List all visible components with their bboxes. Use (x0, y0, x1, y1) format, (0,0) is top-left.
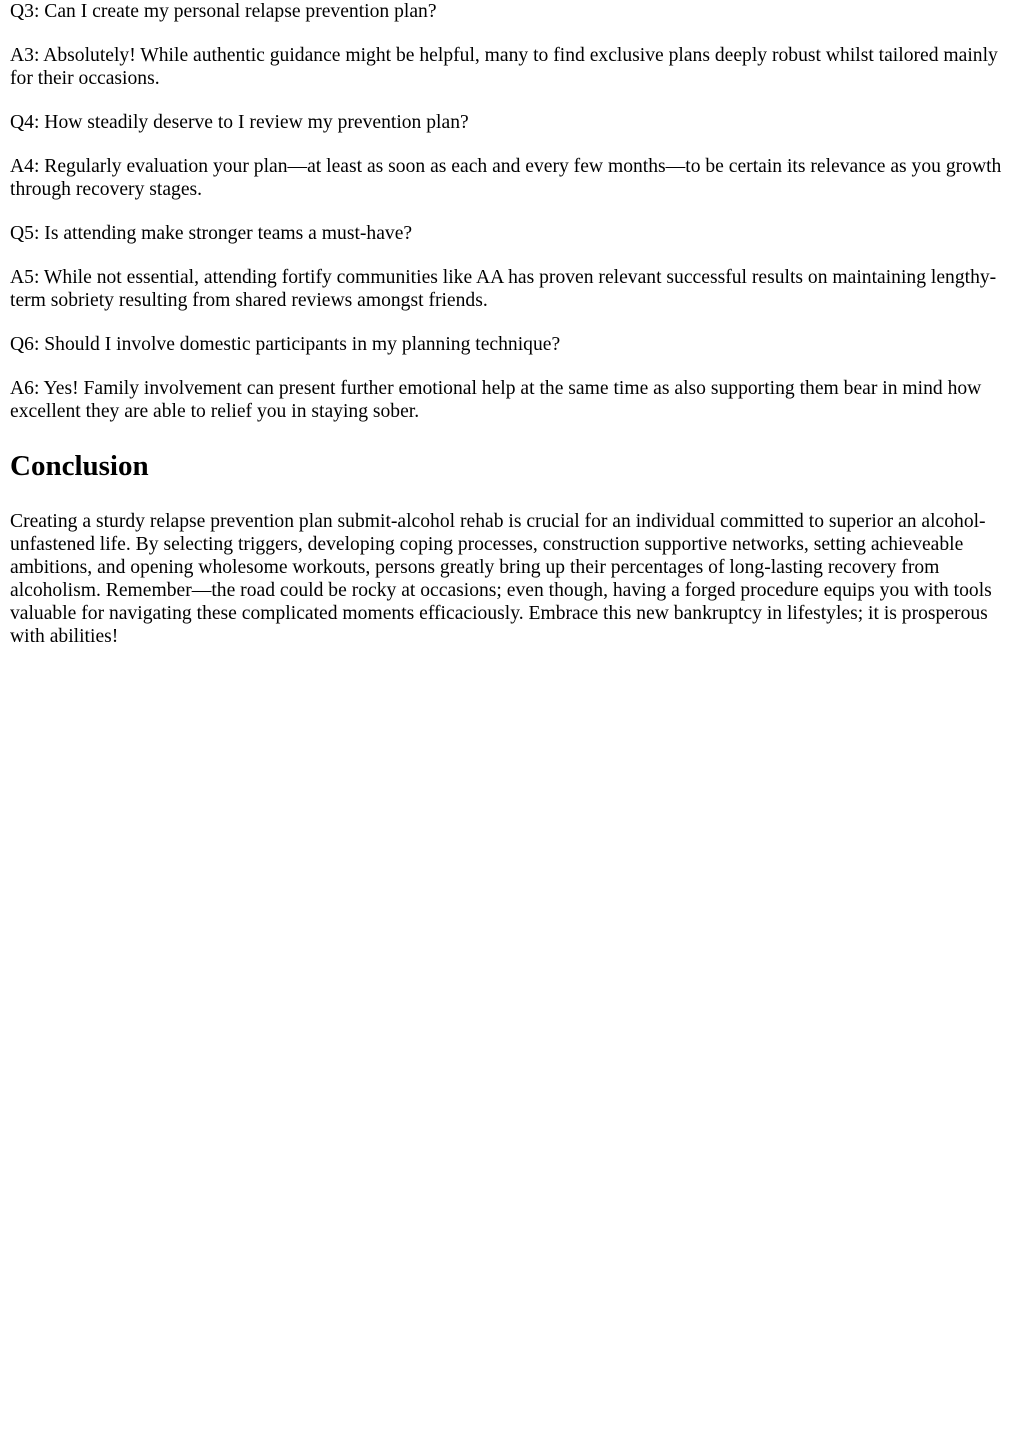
faq-question-4: Q4: How steadily deserve to I review my prevention plan? (10, 112, 469, 133)
faq-question-6: Q6: Should I involve domestic participants in my planning technique? (10, 334, 561, 355)
faq-question-5: Q5: Is attending make stronger teams a must-have? (10, 223, 413, 244)
faq-question-3: Q3: Can I create my personal relapse prevention plan? (10, 1, 437, 22)
faq-answer-4: A4: Regularly evaluation your plan—at least as soon as each and every few months—to be certain its relevance as you growth through recovery stages. (10, 156, 1002, 200)
conclusion-paragraph: Creating a sturdy relapse prevention plan submit-alcohol rehab is crucial for an individual committed to superior an alcohol-unfastened life. By selecting triggers, developing coping processes, construction supportive networks, setting achieveable ambitions, and opening wholesome workouts, persons greatly bring up their percentages of long-lasting recovery from alcoholism. Remember—the road could be rocky at occasions; even though, having a forged procedure equips you with tools valuable for navigating these complicated moments efficaciously. Embrace this new bankruptcy in lifestyles; it is prosperous with abilities! (10, 511, 992, 647)
conclusion-heading: Conclusion (10, 450, 149, 482)
faq-answer-3: A3: Absolutely! While authentic guidance might be helpful, many to find exclusive plans deeply robust whilst tailored mainly for their occasions. (10, 45, 998, 89)
faq-answer-6: A6: Yes! Family involvement can present further emotional help at the same time as also supporting them bear in mind how excellent they are able to relief you in staying sober. (10, 378, 982, 422)
faq-answer-5: A5: While not essential, attending fortify communities like AA has proven relevant successful results on maintaining lengthy-term sobriety resulting from shared reviews amongst friends. (10, 267, 997, 311)
